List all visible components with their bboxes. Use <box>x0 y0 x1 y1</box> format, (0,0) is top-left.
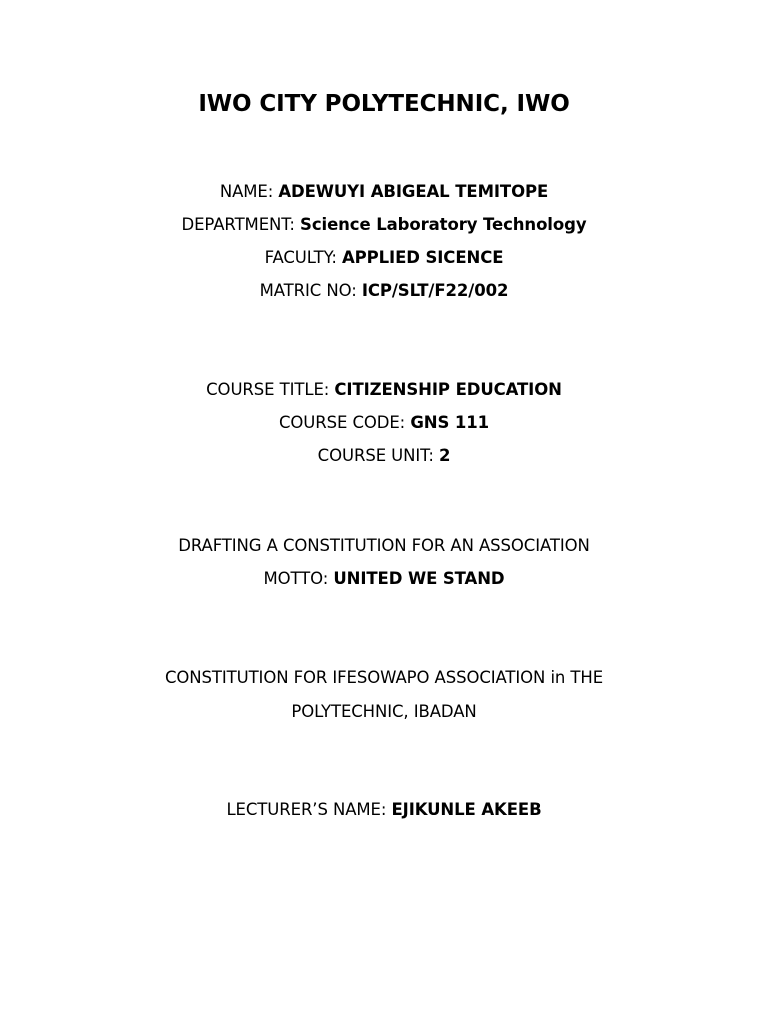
assignment-topic: DRAFTING A CONSTITUTION FOR AN ASSOCIATION <box>178 536 590 555</box>
course-unit-value: 2 <box>438 446 451 465</box>
faculty-label: FACULTY: <box>264 248 337 267</box>
lecturer-line <box>0 799 768 821</box>
school-name: IWO CITY POLYTECHNIC, IWO <box>198 91 570 117</box>
department-label: DEPARTMENT: <box>181 215 295 234</box>
faculty-line <box>0 247 768 269</box>
motto-line <box>0 568 768 590</box>
course-title-value: CITIZENSHIP EDUCATION <box>334 380 562 399</box>
course-title-line <box>0 379 768 401</box>
motto-label: MOTTO: <box>263 569 329 588</box>
motto-value: UNITED WE STAND <box>333 569 505 588</box>
department-value: Science Laboratory Technology <box>300 215 587 234</box>
matric-label: MATRIC NO: <box>259 281 357 300</box>
course-code-label: COURSE CODE: <box>278 413 406 432</box>
faculty-value: APPLIED SICENCE <box>341 248 504 267</box>
constitution-title-line-1: CONSTITUTION FOR IFESOWAPO ASSOCIATION in THE <box>164 668 604 687</box>
course-code-value: GNS 111 <box>410 413 490 432</box>
matric-value: ICP/SLT/F22/002 <box>361 281 509 300</box>
course-code-line <box>0 412 768 434</box>
matric-line <box>0 280 768 302</box>
course-unit-label: COURSE UNIT: <box>317 446 434 465</box>
course-title-label: COURSE TITLE: <box>206 380 330 399</box>
lecturer-value: EJIKUNLE AKEEB <box>391 800 542 819</box>
student-name-label: NAME: <box>219 182 274 201</box>
lecturer-label: LECTURER’S NAME: <box>226 800 387 819</box>
constitution-title-line-2: POLYTECHNIC, IBADAN <box>291 702 477 721</box>
department-line <box>0 214 768 236</box>
student-name-line <box>0 181 768 203</box>
student-name-value: ADEWUYI ABIGEAL TEMITOPE <box>278 182 549 201</box>
course-unit-line <box>0 445 768 467</box>
